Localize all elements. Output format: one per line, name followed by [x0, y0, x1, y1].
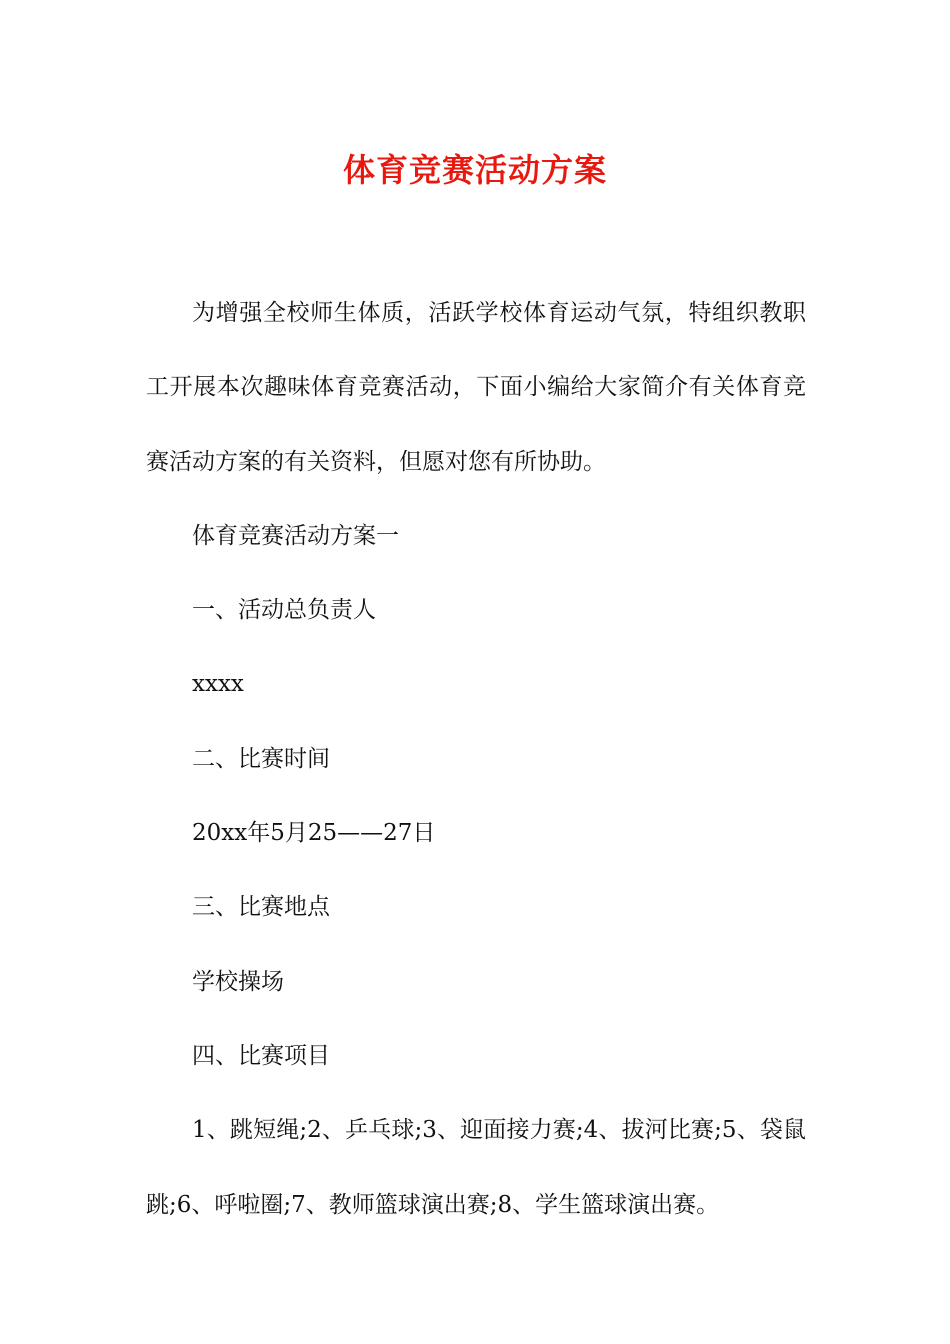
- section-heading-leader: 一、活动总负责人: [192, 597, 376, 624]
- section-heading-plan-one: 体育竞赛活动方案一: [192, 522, 399, 549]
- section-heading-location: 三、比赛地点: [192, 894, 330, 921]
- document-body: [146, 276, 806, 1242]
- section-heading-events: 四、比赛项目: [192, 1042, 330, 1069]
- leader-value: xxxx: [192, 671, 244, 698]
- location-value: 学校操场: [192, 968, 284, 995]
- time-value: 20xx年5月25——27日: [192, 820, 436, 847]
- intro-paragraph: 为增强全校师生体质，活跃学校体育运动气氛，特组织教职工开展本次趣味体育竞赛活动，下面小编给大家简介有关体育竞赛活动方案的有关资料，但愿对您有所协助。: [146, 300, 806, 475]
- document-title: 体育竞赛活动方案: [342, 151, 607, 189]
- section-heading-time: 二、比赛时间: [192, 745, 330, 772]
- events-list-paragraph: 1、跳短绳;2、乒乓球;3、迎面接力赛;4、拔河比赛;5、袋鼠跳;6、呼啦圈;7、教师篮球演出赛;8、学生篮球演出赛。: [146, 1117, 806, 1218]
